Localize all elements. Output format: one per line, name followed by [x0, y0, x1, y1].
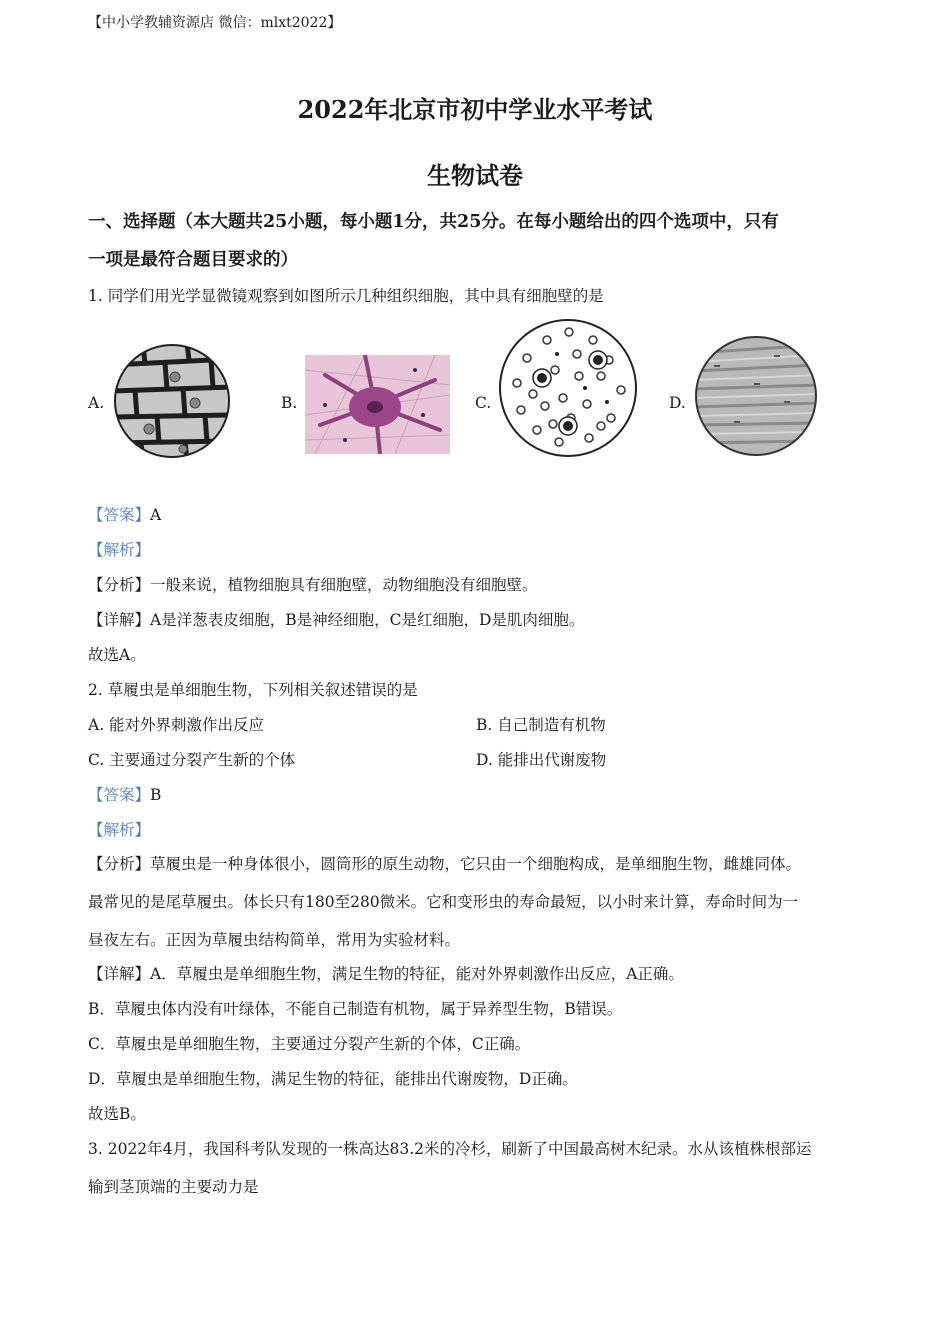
- answer-value: A: [150, 506, 162, 524]
- neuron-image: [305, 355, 450, 454]
- q1-label-a: A.: [88, 394, 105, 412]
- q2-option-d: D. 能排出代谢废物: [476, 751, 607, 769]
- q2-option-a: A. 能对外界刺激作出反应: [88, 716, 265, 734]
- q2-fenxi-3: 昼夜左右。正因为草履虫结构简单，常用为实验材料。: [88, 931, 461, 949]
- onion-epidermis-image: [113, 343, 231, 459]
- q2-detail-3: C．草履虫是单细胞生物，主要通过分裂产生新的个体，C正确。: [88, 1035, 531, 1053]
- q2-detail-2: B．草履虫体内没有叶绿体，不能自己制造有机物，属于异养型生物，B错误。: [88, 1000, 623, 1018]
- subject-title: 生物试卷: [427, 161, 523, 190]
- q2-conclusion: 故选B。: [88, 1105, 146, 1123]
- muscle-tissue-image: [694, 335, 818, 457]
- q1-label-b: B.: [281, 394, 298, 412]
- q1-answer: [88, 503, 161, 525]
- answer-tag: 【答案】: [88, 786, 151, 804]
- q2-fenxi-1: 【分析】草履虫是一种身体很小，圆筒形的原生动物，它只由一个细胞构成，是单细胞生物，雌雄同体。: [88, 855, 802, 873]
- answer-value: B: [150, 786, 162, 804]
- q2-answer: [88, 783, 161, 805]
- q3-stem-line1: 3. 2022年4月，我国科考队发现的一株高达83.2米的冷杉，刷新了中国最高树木纪录。水从该植株根部运: [88, 1140, 812, 1158]
- exam-title: 2022年北京市初中学业水平考试: [297, 95, 653, 124]
- q2-fenxi-2: 最常见的是尾草履虫。体长只有180至280微米。它和变形虫的寿命最短，以小时来计算，寿命时间为一: [88, 893, 799, 911]
- section-heading-line1: 一、选择题（本大题共25小题，每小题1分，共25分。在每小题给出的四个选项中，只有: [88, 212, 779, 232]
- q1-label-d: D.: [669, 394, 686, 412]
- q2-stem: 2. 草履虫是单细胞生物，下列相关叙述错误的是: [88, 681, 418, 699]
- q3-stem-line2: 输到茎顶端的主要动力是: [88, 1178, 259, 1196]
- q1-xiangjie: 【详解】A是洋葱表皮细胞，B是神经细胞，C是红细胞，D是肌肉细胞。: [88, 611, 585, 629]
- q2-detail-1: 【详解】A．草履虫是单细胞生物，满足生物的特征，能对外界刺激作出反应，A正确。: [88, 965, 684, 983]
- q1-analysis-tag: 【解析】: [88, 541, 151, 559]
- q2-option-c: C. 主要通过分裂产生新的个体: [88, 751, 296, 769]
- q1-stem: 1. 同学们用光学显微镜观察到如图所示几种组织细胞，其中具有细胞壁的是: [88, 287, 604, 305]
- header-note: 【中小学教辅资源店 微信：mlxt2022】: [88, 15, 342, 31]
- q1-label-c: C.: [475, 394, 492, 412]
- q2-detail-4: D．草履虫是单细胞生物，满足生物的特征，能排出代谢废物，D正确。: [88, 1070, 578, 1088]
- blood-cells-image: [497, 318, 639, 458]
- section-heading-line2: 一项是最符合题目要求的）: [88, 250, 298, 270]
- q2-option-b: B. 自己制造有机物: [476, 716, 606, 734]
- q1-conclusion: 故选A。: [88, 646, 146, 664]
- q2-analysis-tag: 【解析】: [88, 821, 151, 839]
- answer-tag: 【答案】: [88, 506, 151, 524]
- q1-fenxi: 【分析】一般来说，植物细胞具有细胞壁，动物细胞没有细胞壁。: [88, 576, 538, 594]
